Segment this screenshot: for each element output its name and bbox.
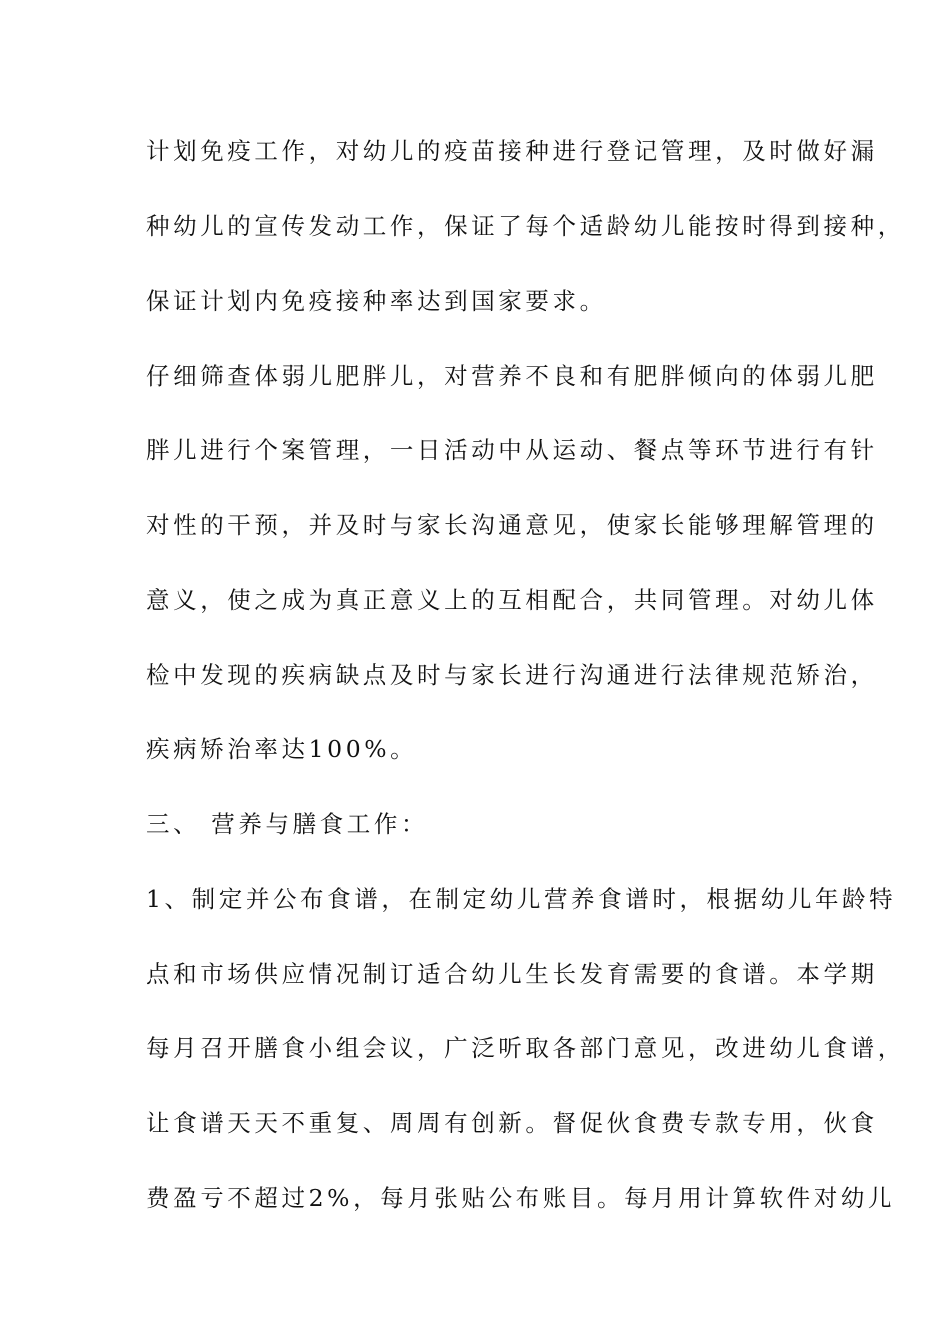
text-line: 仔细筛查体弱儿肥胖儿，对营养不良和有肥胖倾向的体弱儿肥 (146, 362, 878, 390)
text-line: 种幼儿的宣传发动工作，保证了每个适龄幼儿能按时得到接种， (146, 212, 905, 240)
section-heading: 三、 营养与膳食工作： (146, 810, 429, 838)
text-line: 检中发现的疾病缺点及时与家长进行沟通进行法律规范矫治， (146, 661, 878, 689)
text-line: 胖儿进行个案管理，一日活动中从运动、餐点等环节进行有针 (146, 436, 878, 464)
text-line: 让食谱天天不重复、周周有创新。督促伙食费专款专用，伙食 (146, 1109, 878, 1137)
text-line: 费盈亏不超过2%，每月张贴公布账目。每月用计算软件对幼儿 (146, 1184, 896, 1212)
text-line: 意义，使之成为真正意义上的互相配合，共同管理。对幼儿体 (146, 586, 878, 614)
text-line: 1、制定并公布食谱，在制定幼儿营养食谱时，根据幼儿年龄特 (146, 885, 897, 913)
text-line: 疾病矫治率达100%。 (146, 735, 418, 763)
text-line: 保证计划内免疫接种率达到国家要求。 (146, 287, 607, 315)
text-line: 计划免疫工作，对幼儿的疫苗接种进行登记管理，及时做好漏 (146, 137, 878, 165)
text-line: 对性的干预，并及时与家长沟通意见，使家长能够理解管理的 (146, 511, 878, 539)
text-line: 点和市场供应情况制订适合幼儿生长发育需要的食谱。本学期 (146, 960, 878, 988)
text-line: 每月召开膳食小组会议，广泛听取各部门意见，改进幼儿食谱， (146, 1034, 905, 1062)
